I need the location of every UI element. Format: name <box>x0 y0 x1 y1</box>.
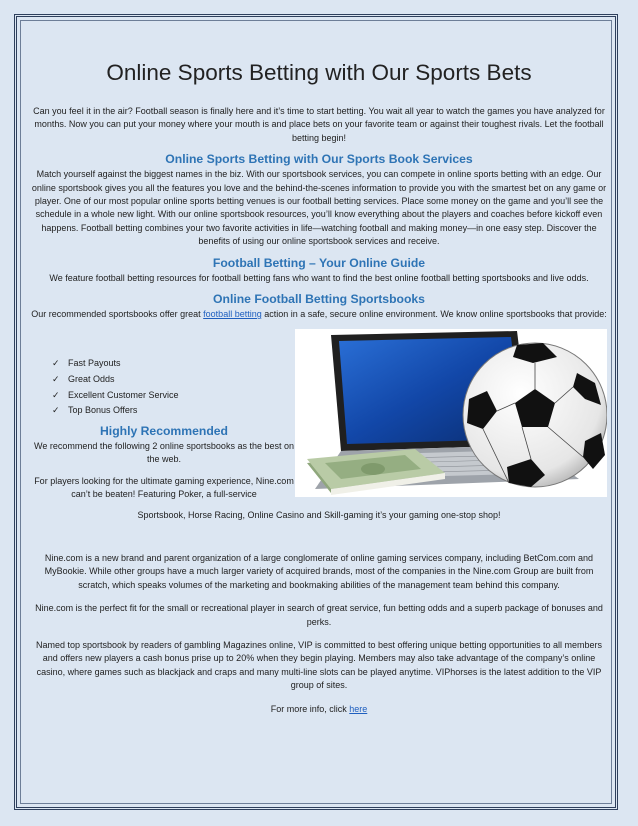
more-info-text: For more info, click <box>270 703 350 714</box>
spacer <box>30 533 608 542</box>
list-item <box>52 389 298 403</box>
sportsbooks-text-before: Our recommended sportsbooks offer great <box>31 309 204 320</box>
checkmark-icon: ✓ <box>52 358 60 369</box>
document-content <box>30 58 608 726</box>
checkmark-icon: ✓ <box>52 374 60 385</box>
sportsbooks-text-after: action in a safe, secure online environment. We know online sportsbooks that provide: <box>261 309 607 320</box>
list-item <box>52 357 298 371</box>
nine-fit-paragraph: Nine.com is the perfect fit for the small or recreational player in search of great service, fun betting odds and a superb package of bonuses and perks. <box>35 603 603 627</box>
list-item-label: Great Odds <box>68 374 115 385</box>
nine-features-text: Sportsbook, Horse Racing, Online Casino and Skill-gaming it’s your gaming one-stop shop! <box>137 510 501 521</box>
list-item <box>52 404 298 418</box>
promo-image <box>295 329 607 497</box>
football-betting-link[interactable]: football betting <box>203 309 262 320</box>
section-heading-online-guide: Football Betting – Your Online Guide <box>212 255 426 270</box>
list-item-label: Excellent Customer Service <box>68 389 179 400</box>
section-body-sportsbook-services: Match yourself against the biggest names in the biz. With our sportsbook services, you can compete in online sports betting with an edge. Our online sportsbook gives you all the features you love and the behind-the-scenes information to provide you with the smartest bet on any game or player. One of our most popular online sports betting venues is our football betting services. Place some money on the game and you’ll see the schedule in a whole new light. With our online sportsbook resources, you’ll know everything about the players and coaches before kickoff even happens. Football betting combines your two favorite activities in life—watching football and making money—in one easy step. Discover the benefits of using our online sportsbook services and receive. <box>31 169 607 247</box>
features-block <box>30 329 608 509</box>
highly-recommended-heading: Highly Recommended <box>100 423 228 438</box>
list-item-label: Top Bonus Offers <box>68 405 138 416</box>
body-continued <box>30 509 608 715</box>
section-body-sportsbooks <box>30 308 608 321</box>
section-body-online-guide: We feature football betting resources for football betting fans who want to find the best online football betting sportsbooks and live odds. <box>49 272 589 283</box>
intro-paragraph: Can you feel it in the air? Football season is finally here and it’s time to start betting. You wait all year to watch the games you have analyzed for months. Now you can put your money where your mouth is and place bets on your favorite team or against their toughest rivals. Let the football betting begin! <box>33 106 605 143</box>
nine-brand-paragraph: Nine.com is a new brand and parent organization of a large conglomerate of online gaming services company, including BetCom.com and MyBookie. While other groups have a much larger variety of acquired brands, most of the companies in the Nine.com Group are built from scratch, which speaks volumes of the marketing and bookmaking abilities of the management team behind this company. <box>44 552 594 590</box>
section-heading-sportsbook-services: Online Sports Betting with Our Sports Book Services <box>165 152 473 167</box>
more-info-link[interactable]: here <box>349 703 368 714</box>
vip-paragraph: Named top sportsbook by readers of gambling Magazines online, VIP is committed to best offering unique betting opportunities to all members and offers new players a cash bonus prise up to 20% when they begin playing. Members may also take advantage of the company’s online casino, where games such as blackjack and craps and many multi-line slots can be played anytime. VIPhorses is the latest addition to the VIP group of sites. <box>36 639 602 691</box>
feature-list <box>52 357 298 417</box>
list-item <box>52 373 298 387</box>
checkmark-icon: ✓ <box>52 389 60 400</box>
nine-intro-text: For players looking for the ultimate gaming experience, Nine.com can’t be beaten! Featuring Poker, a full-service <box>34 475 294 500</box>
more-info-line <box>30 703 608 716</box>
features-column <box>30 329 298 501</box>
checkmark-icon: ✓ <box>52 405 60 416</box>
laptop-football-money-illustration <box>295 329 607 497</box>
list-item-label: Fast Payouts <box>68 358 121 369</box>
highly-recommended-text: We recommend the following 2 online sportsbooks as the best on the web. <box>34 440 294 465</box>
page-title: Online Sports Betting with Our Sports Bets <box>106 60 532 85</box>
section-heading-sportsbooks: Online Football Betting Sportsbooks <box>213 292 425 307</box>
